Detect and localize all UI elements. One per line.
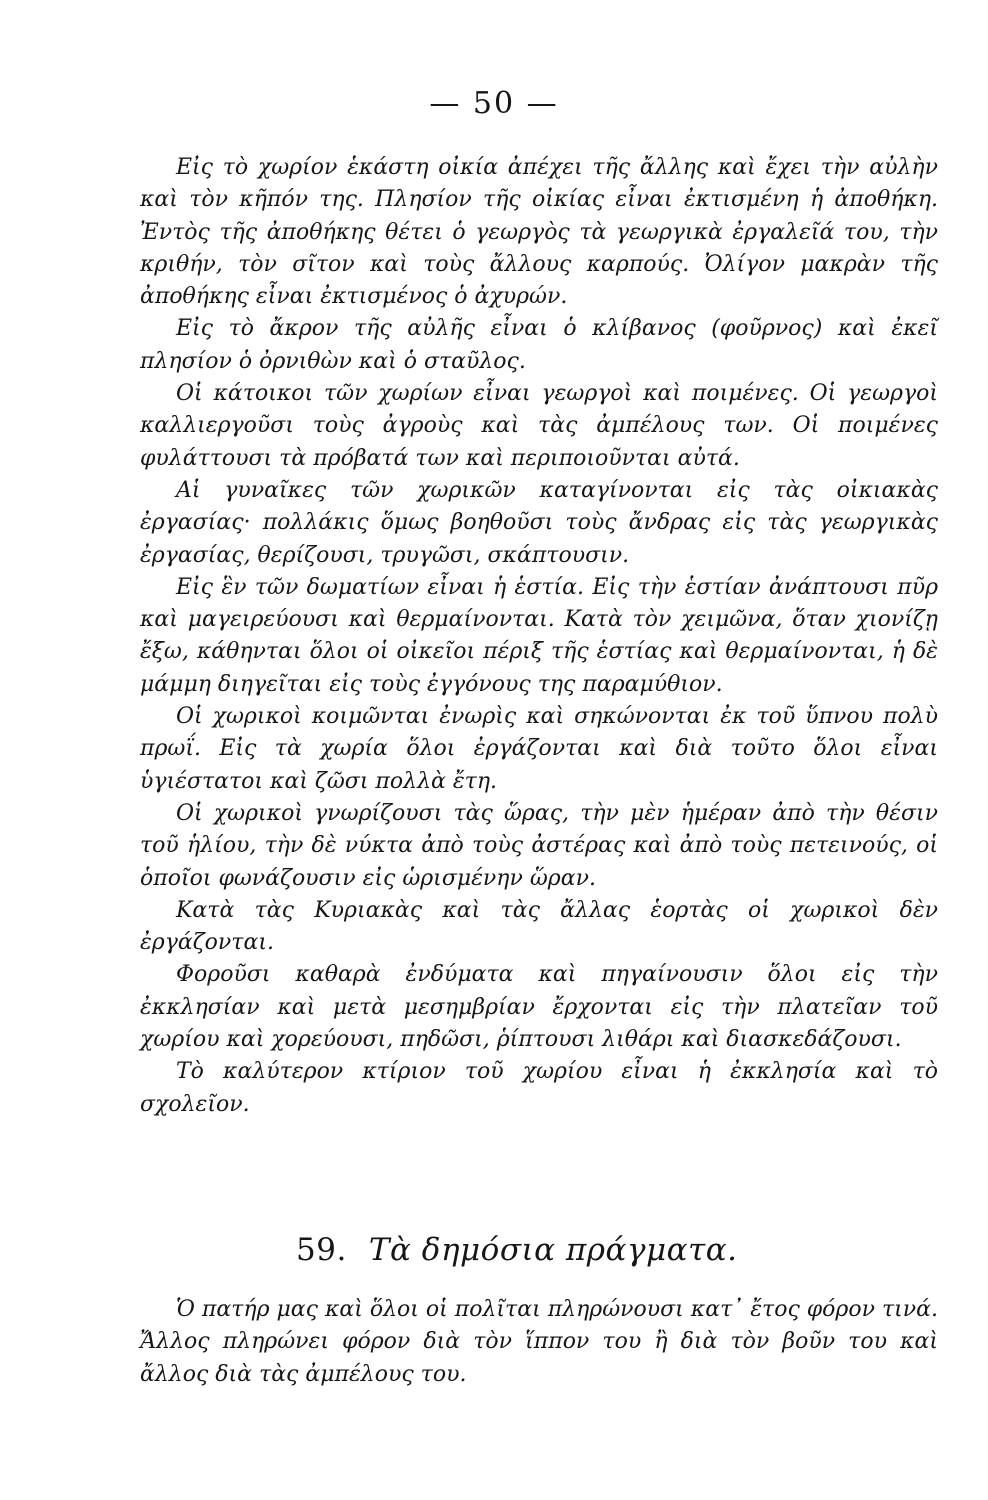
paragraph: Ὁ πατήρ μας καὶ ὅλοι οἱ πολῖται πληρώνουσι κατ᾽ ἔτος φόρον τινά. Ἄλλος πληρώνει φόρον διὰ τὸν ἵππον του ἢ διὰ τὸν βοῦν του καὶ ἄλλος διὰ τὰς ἀμπέλους του.	[140, 1297, 938, 1387]
paragraph: Αἱ γυναῖκες τῶν χωρικῶν καταγίνονται εἰς τὰς οἰκιακὰς ἐργασίας· πολλάκις ὅμως βοηθοῦσι τοὺς ἄνδρας εἰς τὰς γεωργικὰς ἐργασίας, θερίζουσι, τρυγῶσι, σκάπτουσιν.	[140, 477, 938, 568]
section-number: 59.	[296, 1232, 347, 1268]
section-heading	[296, 1232, 738, 1268]
paragraph: Τὸ καλύτερον κτίριον τοῦ χωρίου εἶναι ἡ ἐκκλησία καὶ τὸ σχολεῖον.	[140, 1059, 938, 1117]
paragraph: Φοροῦσι καθαρὰ ἐνδύματα καὶ πηγαίνουσιν ὅλοι εἰς τὴν ἐκκλησίαν καὶ μετὰ μεσημβρίαν ἔρχονται εἰς τὴν πλατεῖαν τοῦ χωρίου καὶ χορεύουσι, πηδῶσι, ῥίπτουσι λιθάρι καὶ διασκεδάζουσι.	[140, 962, 938, 1053]
page-number: — 50 —	[429, 86, 559, 121]
paragraph: Οἱ κάτοικοι τῶν χωρίων εἶναι γεωργοὶ καὶ ποιμένες. Οἱ γεωργοὶ καλλιεργοῦσι τοὺς ἀγροὺς καὶ τὰς ἀμπέλους των. Οἱ ποιμένες φυλάττουσι τὰ πρόβατά των καὶ περιποιοῦνται αὐτά.	[140, 381, 938, 471]
section-body-text	[140, 1294, 938, 1391]
paragraph: Οἱ χωρικοὶ γνωρίζουσι τὰς ὥρας, τὴν μὲν ἡμέραν ἀπὸ τὴν θέσιν τοῦ ἡλίου, τὴν δὲ νύκτα ἀπὸ τοὺς ἀστέρας καὶ ἀπὸ τοὺς πετεινούς, οἱ ὁποῖοι φωνάζουσιν εἰς ὡρισμένην ὥραν.	[140, 800, 938, 891]
paragraph: Εἰς τὸ χωρίον ἑκάστη οἰκία ἀπέχει τῆς ἄλλης καὶ ἔχει τὴν αὐλὴν καὶ τὸν κῆπόν της. Πλησίον τῆς οἰκίας εἶναι ἐκτισμένη ἡ ἀποθήκη. Ἐντὸς τῆς ἀποθήκης θέτει ὁ γεωργὸς τὰ γεωργικὰ ἐργαλεῖά του, τὴν κριθήν, τὸν σῖτον καὶ τοὺς ἄλλους καρπούς. Ὀλίγον μακρὰν τῆς ἀποθήκης εἶναι ἐκτισμένος ὁ ἀχυρών.	[140, 155, 938, 310]
paragraph: Εἰς τὸ ἄκρον τῆς αὐλῆς εἶναι ὁ κλίβανος (φοῦρνος) καὶ ἐκεῖ πλησίον ὁ ὀρνιθὼν καὶ ὁ σταῦλος.	[140, 316, 938, 374]
body-text	[140, 152, 938, 1121]
section-title: Τὰ δημόσια πράγματα.	[368, 1232, 738, 1268]
paragraph: Οἱ χωρικοὶ κοιμῶνται ἐνωρὶς καὶ σηκώνονται ἐκ τοῦ ὕπνου πολὺ πρωΐ. Εἰς τὰ χωρία ὅλοι ἐργάζονται καὶ διὰ τοῦτο ὅλοι εἶναι ὑγιέστατοι καὶ ζῶσι πολλὰ ἔτη.	[140, 704, 938, 794]
paragraph: Εἰς ἓν τῶν δωματίων εἶναι ἡ ἑστία. Εἰς τὴν ἑστίαν ἀνάπτουσι πῦρ καὶ μαγειρεύουσι καὶ θερμαίνονται. Κατὰ τὸν χειμῶνα, ὅταν χιονίζῃ ἔξω, κάθηνται ὅλοι οἱ οἰκεῖοι πέριξ τῆς ἑστίας καὶ θερμαίνονται, ἡ δὲ μάμμη διηγεῖται εἰς τοὺς ἐγγόνους της παραμύθιον.	[140, 574, 938, 697]
paragraph: Κατὰ τὰς Κυριακὰς καὶ τὰς ἄλλας ἑορτὰς οἱ χωρικοὶ δὲν ἐργάζονται.	[140, 897, 938, 956]
